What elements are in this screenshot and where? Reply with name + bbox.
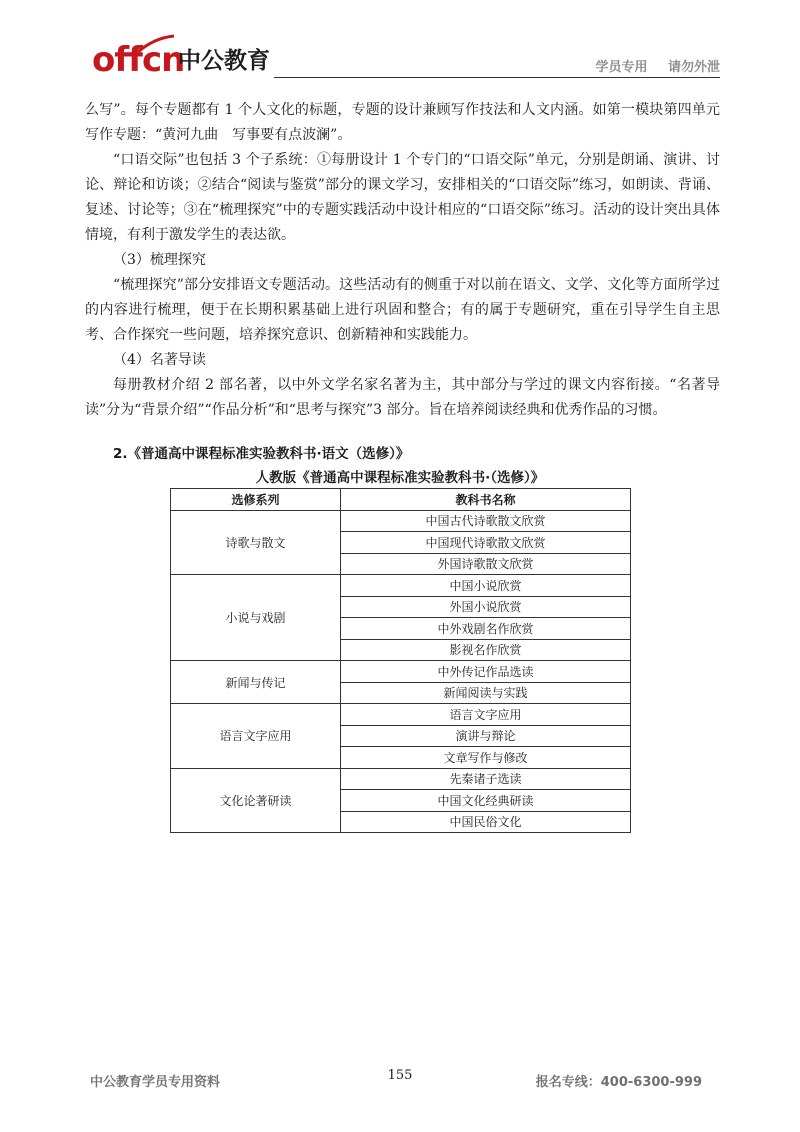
- logo-swoosh-icon: [136, 34, 176, 54]
- paragraph-classic-reading: 每册教材介绍 2 部名著，以中外文学名家名著为主，其中部分与学过的课文内容衔接。“名著导读”分为“背景介绍”“作品分析”和“思考与探究”3 部分。旨在培养阅读经典和优秀作品的习惯。: [85, 377, 720, 418]
- table-row: [171, 575, 631, 597]
- header-tags: [595, 56, 720, 75]
- tag-students-only: 学员专用: [595, 60, 648, 75]
- footer-hotline: 报名专线：400-6300-999: [535, 1075, 702, 1090]
- subheading-sorting-inquiry: （3）梳理探究: [113, 252, 206, 268]
- header-rule: [274, 77, 720, 78]
- book-cell: 中国小说欣赏: [341, 575, 631, 597]
- table-caption: 人教版《普通高中课程标准实验教科书·（选修）》: [255, 470, 545, 486]
- header-book-title: 教科书名称: [341, 489, 631, 511]
- paragraph-writing-topic: 么写”。每个专题都有 1 个人文化的标题，专题的设计兼顾写作技法和人文内涵。如第一模块第四单元写作专题：“黄河九曲 写事要有点波澜”。: [85, 102, 720, 143]
- book-cell: 演讲与辩论: [341, 725, 631, 747]
- series-cell: 文化论著研读: [171, 768, 341, 833]
- book-cell: 外国小说欣赏: [341, 596, 631, 618]
- book-cell: 中国民俗文化: [341, 811, 631, 833]
- paragraph-sorting-inquiry: “梳理探究”部分安排语文专题活动。这些活动有的侧重于对以前在语文、文学、文化等方面所学过的内容进行梳理，便于在长期积累基础上进行巩固和整合；有的属于专题研究，重在引导学生自主思考、合作探究一些问题，培养探究意识、创新精神和实践能力。: [85, 277, 720, 343]
- book-cell: 先秦诸子选读: [341, 768, 631, 790]
- footer-label: 中公教育学员专用资料: [90, 1075, 221, 1090]
- paragraph-oral-communication: “口语交际”也包括 3 个子系统：①每册设计 1 个专门的“口语交际”单元，分别是朗诵、演讲、讨论、辩论和访谈；②结合“阅读与鉴赏”部分的课文学习，安排相关的“口语交际”练习，如朗读、背诵、复述、讨论等；③在“梳理探究”中的专题实践活动中设计相应的“口语交际”练习。活动的设计突出具体情境，有利于激发学生的表达欲。: [85, 152, 720, 243]
- book-cell: 外国诗歌散文欣赏: [341, 553, 631, 575]
- body-text: [85, 98, 720, 423]
- header-series: 选修系列: [171, 489, 341, 511]
- page-number: 155: [387, 1068, 413, 1083]
- tag-no-leak: 请勿外泄: [667, 60, 720, 75]
- page-header: [92, 34, 720, 82]
- book-cell: 新闻阅读与实践: [341, 682, 631, 704]
- table-row: [171, 768, 631, 790]
- book-cell: 文章写作与修改: [341, 747, 631, 769]
- series-cell: 语言文字应用: [171, 704, 341, 769]
- book-cell: 中外传记作品选读: [341, 661, 631, 683]
- book-cell: 中国现代诗歌散文欣赏: [341, 532, 631, 554]
- book-cell: 影视名作欣赏: [341, 639, 631, 661]
- subheading-classic-reading: （4）名著导读: [113, 352, 206, 368]
- series-cell: 新闻与传记: [171, 661, 341, 704]
- table-header-row: [171, 489, 631, 511]
- section-title: 2.《普通高中课程标准实验教科书·语文（选修）》: [113, 446, 410, 462]
- series-cell: 诗歌与散文: [171, 510, 341, 575]
- table-row: [171, 704, 631, 726]
- book-cell: 中外戏剧名作欣赏: [341, 618, 631, 640]
- book-cell: 中国古代诗歌散文欣赏: [341, 510, 631, 532]
- logo-offcn: offcn: [92, 40, 185, 80]
- book-cell: 语言文字应用: [341, 704, 631, 726]
- table-row: [171, 510, 631, 532]
- series-cell: 小说与戏剧: [171, 575, 341, 661]
- elective-textbook-table: [170, 488, 631, 833]
- book-cell: 中国文化经典研读: [341, 790, 631, 812]
- table-row: [171, 661, 631, 683]
- logo-zhonggong: 中公教育: [178, 48, 270, 74]
